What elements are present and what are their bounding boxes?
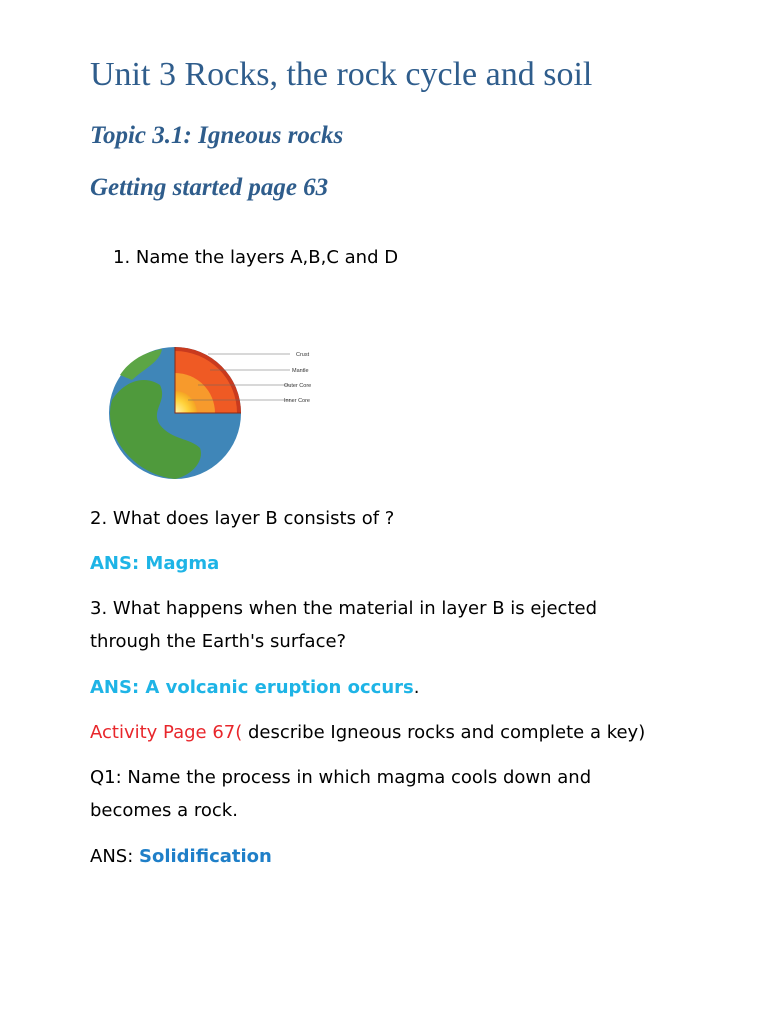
page-title: Unit 3 Rocks, the rock cycle and soil <box>90 56 593 93</box>
activity-description: describe Igneous rocks and complete a key) <box>242 722 646 743</box>
question-3 <box>90 592 597 658</box>
topic-heading: Topic 3.1: Igneous rocks <box>90 122 344 149</box>
answer-3 <box>90 671 419 704</box>
activity-answer-1 <box>90 840 272 873</box>
activity-question-1-line-1: Q1: Name the process in which magma cools down and <box>90 767 592 788</box>
answer-prefix: ANS: <box>90 846 139 867</box>
question-3-line-1: 3. What happens when the material in layer B is ejected <box>90 598 598 619</box>
earth-layers-diagram <box>90 330 320 485</box>
activity-line <box>90 716 645 749</box>
answer-solidification: Solidification <box>139 846 272 867</box>
activity-question-1-line-2: becomes a rock. <box>90 800 238 821</box>
answer-3-period: . <box>413 677 420 698</box>
question-2: 2. What does layer B consists of ? <box>90 508 395 529</box>
activity-question-1 <box>90 761 591 827</box>
label-crust: Crust <box>296 352 310 358</box>
getting-started-heading: Getting started page 63 <box>90 174 329 201</box>
label-mantle: Mantle <box>292 368 309 374</box>
label-outer-core: Outer Core <box>284 383 312 389</box>
activity-page-label: Activity Page 67( <box>90 722 243 743</box>
answer-2: ANS: Magma <box>90 553 220 574</box>
question-3-line-2: through the Earth's surface? <box>90 631 347 652</box>
question-1: 1. Name the layers A,B,C and D <box>113 247 399 268</box>
label-inner-core: Inner Core <box>284 398 310 404</box>
answer-3-text: ANS: A volcanic eruption occurs <box>90 677 414 698</box>
